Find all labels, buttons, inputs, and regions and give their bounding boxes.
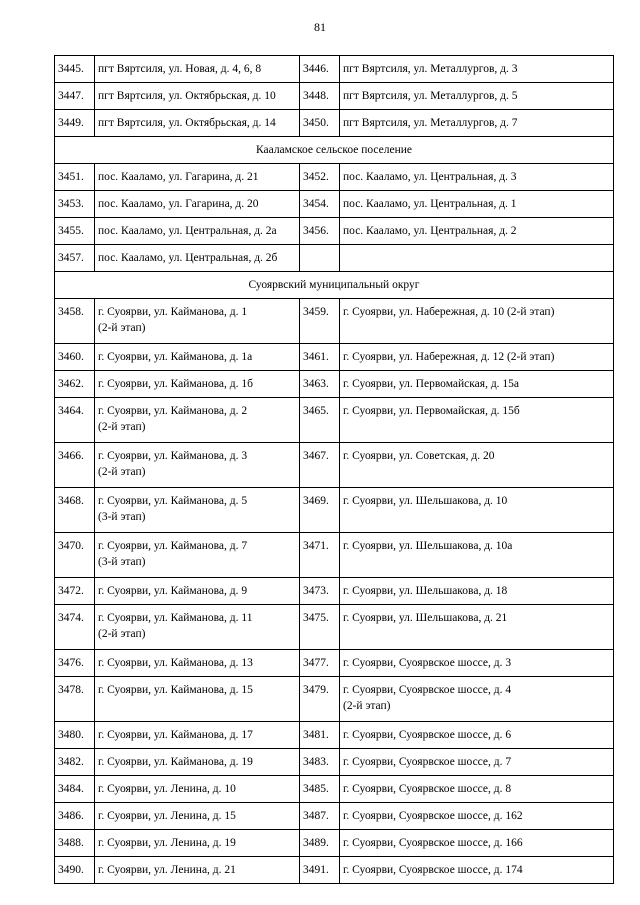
table-row	[55, 83, 614, 110]
entry-number-text: 3482.	[58, 756, 84, 768]
entry-address-text: пос. Кааламо, ул. Центральная, д. 3	[343, 171, 517, 183]
entry-address-text: г. Суоярви, ул. Кайманова, д. 9	[98, 585, 248, 597]
entry-number-text: 3446.	[303, 63, 329, 75]
entry-address-text: г. Суоярви, Суоярвское шоссе, д. 166	[343, 837, 523, 849]
entry-address	[95, 857, 300, 884]
entry-number-text: 3459.	[303, 306, 329, 318]
entry-number	[55, 299, 95, 344]
entry-address	[95, 578, 300, 605]
entry-number-text: 3450.	[303, 117, 329, 129]
entry-number	[300, 776, 340, 803]
entry-number-text: 3480.	[58, 729, 84, 741]
entry-address-text: г. Суоярви, ул. Ленина, д. 21	[98, 864, 236, 876]
entry-number	[300, 164, 340, 191]
table-row	[55, 110, 614, 137]
entry-address-text: г. Суоярви, ул. Кайманова, д. 19	[98, 756, 253, 768]
entry-address-text: пгт Вяртсиля, ул. Металлургов, д. 7	[343, 117, 518, 129]
entry-number	[55, 398, 95, 443]
entry-address	[95, 299, 300, 344]
entry-number-text: 3468.	[58, 495, 84, 507]
entry-address-text: г. Суоярви, Суоярвское шоссе, д. 4	[343, 684, 512, 696]
entry-address-text: г. Суоярви, ул. Кайманова, д. 1а	[98, 351, 253, 363]
table-row	[55, 677, 614, 722]
entry-number-text: 3485.	[303, 783, 329, 795]
entry-address	[340, 830, 614, 857]
table-row	[55, 191, 614, 218]
entry-address-text: г. Суоярви, ул. Первомайская, д. 15а	[343, 378, 520, 390]
table-row	[55, 218, 614, 245]
entry-number	[300, 110, 340, 137]
entry-number-text: 3489.	[303, 837, 329, 849]
entry-number	[300, 533, 340, 578]
entry-stage-text: (2-й этап)	[98, 466, 146, 478]
entry-address-text: г. Суоярви, ул. Кайманова, д. 17	[98, 729, 253, 741]
entry-address-text: г. Суоярви, ул. Шельшакова, д. 10	[343, 495, 508, 507]
entry-address	[340, 245, 614, 272]
entry-address-text: г. Суоярви, ул. Ленина, д. 10	[98, 783, 236, 795]
entry-number-text: 3467.	[303, 450, 329, 462]
entry-address	[95, 722, 300, 749]
entry-number-text: 3448.	[303, 90, 329, 102]
entry-number	[300, 722, 340, 749]
entry-number-text: 3484.	[58, 783, 84, 795]
table-row	[55, 578, 614, 605]
entry-number-text: 3478.	[58, 684, 84, 696]
entry-number	[55, 578, 95, 605]
entry-stage-text: (3-й этап)	[98, 556, 146, 568]
entry-number	[300, 677, 340, 722]
entry-number	[55, 371, 95, 398]
entry-address	[340, 650, 614, 677]
entry-address	[95, 218, 300, 245]
entry-address	[340, 110, 614, 137]
section-header-row	[55, 272, 614, 299]
table-row	[55, 749, 614, 776]
entry-address	[340, 857, 614, 884]
entry-address-text: г. Суоярви, Суоярвское шоссе, д. 3	[343, 657, 512, 669]
entry-number-text: 3457.	[58, 252, 84, 264]
table-row	[55, 398, 614, 443]
table-row	[55, 443, 614, 488]
entry-address-text: г. Суоярви, Суоярвское шоссе, д. 6	[343, 729, 512, 741]
entry-number	[300, 245, 340, 272]
table-row	[55, 650, 614, 677]
entry-address-text: г. Суоярви, ул. Кайманова, д. 1б	[98, 378, 253, 390]
entry-address	[340, 83, 614, 110]
entry-address	[340, 578, 614, 605]
entry-address-text: пос. Кааламо, ул. Центральная, д. 2	[343, 225, 517, 237]
section-title: Суоярвский муниципальный округ	[55, 272, 614, 299]
entry-address-text: г. Суоярви, ул. Кайманова, д. 13	[98, 657, 253, 669]
entry-number-text: 3461.	[303, 351, 329, 363]
table-row	[55, 857, 614, 884]
entry-address	[95, 83, 300, 110]
entry-number-text: 3483.	[303, 756, 329, 768]
table-row	[55, 533, 614, 578]
entry-number	[55, 803, 95, 830]
entry-address	[340, 398, 614, 443]
entry-address	[340, 722, 614, 749]
entry-stage-text: (2-й этап)	[98, 628, 146, 640]
entry-number-text: 3469.	[303, 495, 329, 507]
entry-stage-text: (3-й этап)	[98, 511, 146, 523]
entry-address	[95, 56, 300, 83]
entry-address-text: пос. Кааламо, ул. Центральная, д. 2б	[98, 252, 278, 264]
entry-address	[95, 245, 300, 272]
table-row	[55, 164, 614, 191]
entry-number-text: 3460.	[58, 351, 84, 363]
entry-number-text: 3490.	[58, 864, 84, 876]
entry-number-text: 3473.	[303, 585, 329, 597]
entry-number	[55, 191, 95, 218]
entry-address	[95, 371, 300, 398]
entry-number	[55, 83, 95, 110]
entry-number	[300, 398, 340, 443]
entry-address	[95, 110, 300, 137]
address-registry-table	[54, 55, 614, 884]
table-row	[55, 245, 614, 272]
entry-address-text: г. Суоярви, ул. Ленина, д. 19	[98, 837, 236, 849]
entry-number	[300, 218, 340, 245]
page-number: 81	[314, 20, 326, 34]
entry-number	[55, 164, 95, 191]
entry-number-text: 3462.	[58, 378, 84, 390]
entry-address-text: г. Суоярви, ул. Ленина, д. 15	[98, 810, 236, 822]
entry-address	[340, 488, 614, 533]
entry-number	[55, 344, 95, 371]
entry-number	[55, 722, 95, 749]
entry-address-text: пгт Вяртсиля, ул. Октябрьская, д. 10	[98, 90, 276, 102]
entry-address	[340, 443, 614, 488]
entry-number	[55, 443, 95, 488]
entry-address-text: пгт Вяртсиля, ул. Новая, д. 4, 6, 8	[98, 63, 262, 75]
entry-number-text: 3463.	[303, 378, 329, 390]
entry-address	[95, 749, 300, 776]
entry-number-text: 3445.	[58, 63, 84, 75]
entry-number	[55, 110, 95, 137]
entry-number	[300, 605, 340, 650]
entry-address-text: г. Суоярви, Суоярвское шоссе, д. 8	[343, 783, 512, 795]
entry-number-text: 3486.	[58, 810, 84, 822]
entry-address-text: пос. Кааламо, ул. Гагарина, д. 21	[98, 171, 259, 183]
entry-number-text: 3458.	[58, 306, 84, 318]
entry-address-text: г. Суоярви, ул. Советская, д. 20	[343, 450, 495, 462]
entry-address	[340, 344, 614, 371]
entry-stage-text: (2-й этап)	[98, 322, 146, 334]
entry-address	[340, 776, 614, 803]
entry-number	[300, 488, 340, 533]
section-title: Кааламское сельское поселение	[55, 137, 614, 164]
table-row	[55, 371, 614, 398]
table-row	[55, 803, 614, 830]
entry-address	[95, 605, 300, 650]
entry-number-text: 3451.	[58, 171, 84, 183]
table-row	[55, 830, 614, 857]
entry-address-text: г. Суоярви, Суоярвское шоссе, д. 162	[343, 810, 523, 822]
entry-address-text: г. Суоярви, Суоярвское шоссе, д. 7	[343, 756, 512, 768]
entry-number-text: 3487.	[303, 810, 329, 822]
entry-number	[300, 749, 340, 776]
table-row	[55, 776, 614, 803]
entry-number-text: 3472.	[58, 585, 84, 597]
entry-number-text: 3481.	[303, 729, 329, 741]
entry-number-text: 3479.	[303, 684, 329, 696]
entry-number	[300, 830, 340, 857]
entry-address-text: г. Суоярви, ул. Кайманова, д. 3	[98, 450, 248, 462]
entry-number	[300, 299, 340, 344]
entry-address	[340, 164, 614, 191]
entry-number	[300, 56, 340, 83]
entry-address	[95, 650, 300, 677]
entry-address	[340, 533, 614, 578]
entry-number	[300, 344, 340, 371]
entry-number-text: 3455.	[58, 225, 84, 237]
entry-address	[95, 677, 300, 722]
entry-address-text: г. Суоярви, ул. Первомайская, д. 15б	[343, 405, 520, 417]
entry-address	[95, 533, 300, 578]
entry-address	[95, 443, 300, 488]
entry-number-text: 3476.	[58, 657, 84, 669]
entry-address	[95, 344, 300, 371]
entry-stage-text: (2-й этап)	[98, 421, 146, 433]
entry-address-text: пгт Вяртсиля, ул. Металлургов, д. 5	[343, 90, 518, 102]
table-row	[55, 56, 614, 83]
entry-number	[55, 488, 95, 533]
section-header-row	[55, 137, 614, 164]
entry-number	[300, 443, 340, 488]
entry-address	[340, 605, 614, 650]
entry-number-text: 3477.	[303, 657, 329, 669]
entry-address-text: г. Суоярви, Суоярвское шоссе, д. 174	[343, 864, 523, 876]
entry-number	[300, 578, 340, 605]
entry-number-text: 3475.	[303, 612, 329, 624]
entry-number	[300, 83, 340, 110]
entry-address-text: пос. Кааламо, ул. Гагарина, д. 20	[98, 198, 259, 210]
entry-number	[55, 677, 95, 722]
entry-address	[95, 803, 300, 830]
entry-address	[340, 218, 614, 245]
entry-number	[300, 650, 340, 677]
entry-number-text: 3488.	[58, 837, 84, 849]
entry-address-text: г. Суоярви, ул. Шельшакова, д. 21	[343, 612, 508, 624]
table-body	[55, 56, 614, 884]
entry-number	[55, 830, 95, 857]
entry-address	[340, 56, 614, 83]
entry-number	[300, 371, 340, 398]
entry-number-text: 3454.	[303, 198, 329, 210]
entry-address-text: г. Суоярви, ул. Кайманова, д. 7	[98, 540, 248, 552]
entry-number	[55, 650, 95, 677]
entry-number-text: 3453.	[58, 198, 84, 210]
entry-number	[55, 776, 95, 803]
entry-number	[300, 191, 340, 218]
table-row	[55, 722, 614, 749]
entry-address	[340, 299, 614, 344]
entry-address	[95, 488, 300, 533]
entry-address-text: г. Суоярви, ул. Кайманова, д. 1	[98, 306, 248, 318]
entry-number-text: 3464.	[58, 405, 84, 417]
entry-number	[55, 245, 95, 272]
entry-number-text: 3452.	[303, 171, 329, 183]
table-row	[55, 299, 614, 344]
entry-address	[340, 803, 614, 830]
entry-address-text: г. Суоярви, ул. Кайманова, д. 5	[98, 495, 248, 507]
entry-number	[55, 857, 95, 884]
entry-number-text: 3447.	[58, 90, 84, 102]
entry-number-text: 3470.	[58, 540, 84, 552]
entry-number-text: 3449.	[58, 117, 84, 129]
entry-number	[55, 749, 95, 776]
entry-address	[340, 191, 614, 218]
entry-number-text: 3474.	[58, 612, 84, 624]
entry-address-text: г. Суоярви, ул. Набережная, д. 12 (2-й этап)	[343, 351, 555, 363]
entry-address	[340, 371, 614, 398]
table-row	[55, 605, 614, 650]
entry-number-text: 3471.	[303, 540, 329, 552]
entry-number	[55, 533, 95, 578]
entry-address-text: г. Суоярви, ул. Кайманова, д. 2	[98, 405, 248, 417]
entry-address-text: г. Суоярви, ул. Шельшакова, д. 18	[343, 585, 508, 597]
entry-address-text: г. Суоярви, ул. Кайманова, д. 11	[98, 612, 253, 624]
entry-address	[95, 398, 300, 443]
entry-number	[55, 605, 95, 650]
entry-number-text: 3466.	[58, 450, 84, 462]
entry-address	[95, 830, 300, 857]
entry-address-text: пос. Кааламо, ул. Центральная, д. 2а	[98, 225, 277, 237]
entry-number-text: 3465.	[303, 405, 329, 417]
entry-stage-text: (2-й этап)	[343, 700, 391, 712]
entry-address-text: пгт Вяртсиля, ул. Металлургов, д. 3	[343, 63, 518, 75]
entry-number	[55, 56, 95, 83]
entry-address-text: пос. Кааламо, ул. Центральная, д. 1	[343, 198, 517, 210]
table-row	[55, 344, 614, 371]
entry-number-text: 3491.	[303, 864, 329, 876]
entry-address-text: пгт Вяртсиля, ул. Октябрьская, д. 14	[98, 117, 276, 129]
entry-number	[55, 218, 95, 245]
entry-number	[300, 803, 340, 830]
entry-address	[95, 776, 300, 803]
table-row	[55, 488, 614, 533]
entry-address	[95, 164, 300, 191]
entry-number-text: 3456.	[303, 225, 329, 237]
entry-address	[95, 191, 300, 218]
entry-address	[340, 749, 614, 776]
entry-address-text: г. Суоярви, ул. Набережная, д. 10 (2-й этап)	[343, 306, 555, 318]
entry-number	[300, 857, 340, 884]
entry-address	[340, 677, 614, 722]
entry-address-text: г. Суоярви, ул. Кайманова, д. 15	[98, 684, 253, 696]
entry-address-text: г. Суоярви, ул. Шельшакова, д. 10а	[343, 540, 513, 552]
